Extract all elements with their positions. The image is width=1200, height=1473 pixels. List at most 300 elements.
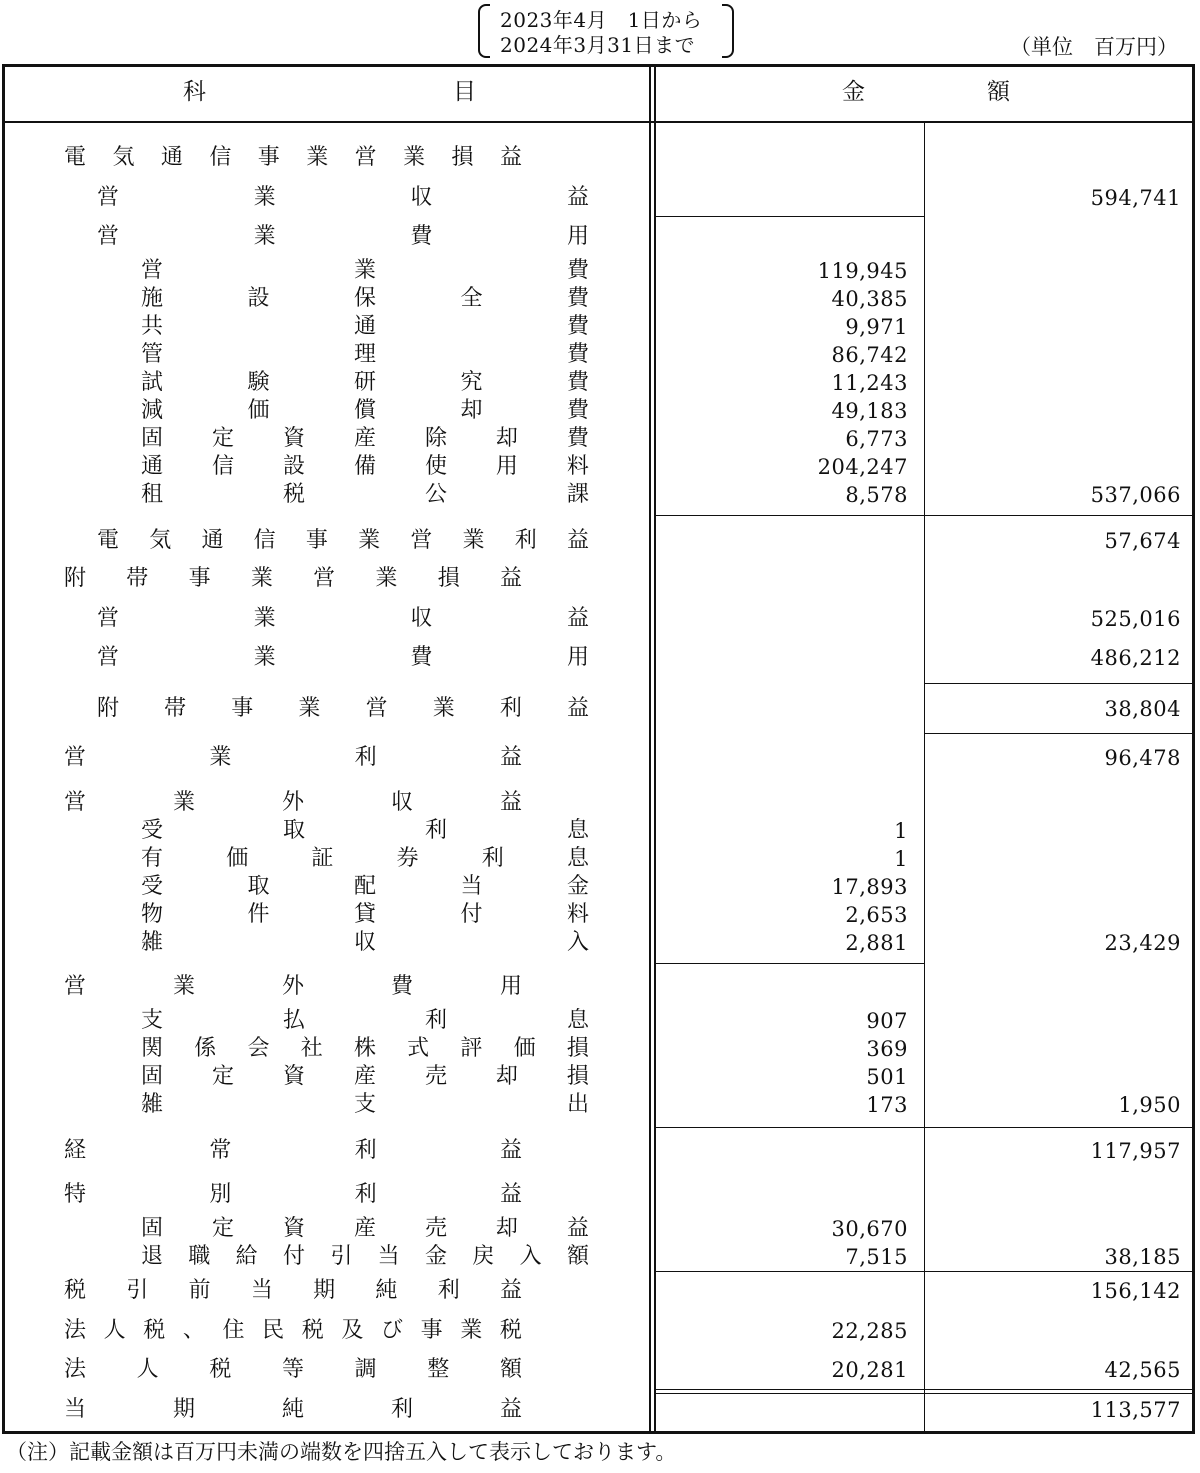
detail-amount: 22,285 (831, 1319, 908, 1343)
total-amount (941, 285, 1181, 313)
row-label-char: 当 (460, 874, 483, 899)
total-amount: 525,016 (1090, 607, 1181, 631)
row-label-char: 純 (281, 1397, 304, 1422)
row-label-char: び (381, 1318, 404, 1343)
detail-amount (668, 527, 908, 555)
row-label-char: 業 (172, 974, 195, 999)
total-amount: 23,429 (1104, 931, 1181, 955)
detail-amount (668, 144, 908, 172)
row-label-char: 気 (149, 528, 172, 553)
total-amount: 38,804 (1104, 697, 1181, 721)
row-label (141, 425, 589, 453)
unit-label: （単位 百万円） (1010, 35, 1178, 59)
row-label-char: 事 (257, 145, 280, 170)
row-label-char: 帯 (164, 696, 187, 721)
row-label-char: 、 (182, 1318, 205, 1343)
amount-header-1: 金 (842, 79, 865, 105)
row-label-char: 業 (253, 645, 276, 670)
detail-amount: 2,881 (845, 931, 908, 955)
row-label-char: 営 (410, 528, 433, 553)
total-amount: 42,565 (1104, 1358, 1181, 1382)
row-label-char: 収 (353, 930, 376, 955)
row-label (97, 527, 589, 555)
row-label-char: 売 (424, 1216, 447, 1241)
detail-amount: 49,183 (831, 399, 908, 423)
row-label-char: 事 (188, 566, 211, 591)
row-label-char: 収 (410, 185, 433, 210)
row-label-char: 通 (201, 528, 224, 553)
column-divider-a (649, 66, 651, 1432)
detail-amount: 11,243 (831, 371, 908, 395)
row-label-char: 特 (64, 1182, 87, 1207)
row-label-char: 取 (282, 818, 305, 843)
row-label-char: 益 (499, 1278, 522, 1303)
row-label (64, 1356, 522, 1384)
total-amount (941, 901, 1181, 929)
period-range (478, 4, 734, 58)
column-divider-b (654, 66, 656, 1432)
row-label-char: 営 (97, 224, 120, 249)
row-label-char: 附 (64, 566, 87, 591)
row-label-char: 係 (194, 1036, 217, 1061)
row-label-char: 業 (209, 745, 232, 770)
total-amount (941, 223, 1181, 251)
row-label (141, 845, 589, 873)
row-label-char: 業 (253, 224, 276, 249)
detail-amount: 204,247 (817, 455, 908, 479)
row-label (141, 873, 589, 901)
row-label (141, 369, 589, 397)
row-label-char: 除 (424, 426, 447, 451)
row-label-char: 期 (313, 1278, 336, 1303)
row-label (141, 901, 589, 929)
row-label-char: 社 (300, 1036, 323, 1061)
row-label-char: 収 (410, 606, 433, 631)
total-amount (941, 341, 1181, 369)
detail-amount (668, 565, 908, 593)
row-label-char: 受 (141, 874, 164, 899)
row-label-char: 期 (172, 1397, 195, 1422)
row-label-char: 前 (188, 1278, 211, 1303)
row-label-char: 利 (481, 846, 504, 871)
total-amount: 117,957 (1090, 1139, 1181, 1163)
row-label-char: 価 (513, 1036, 536, 1061)
row-label-char: 公 (424, 482, 447, 507)
row-label-char: 気 (112, 145, 135, 170)
row-label-char: 当 (377, 1244, 400, 1269)
row-label-char: 研 (353, 370, 376, 395)
row-label-char: 等 (281, 1357, 304, 1382)
rule-4 (925, 733, 1193, 734)
row-label-char: 雑 (141, 1092, 164, 1117)
row-label-char: 当 (250, 1278, 273, 1303)
total-amount (941, 453, 1181, 481)
detail-amount: 17,893 (831, 875, 908, 899)
row-label-char: 試 (141, 370, 164, 395)
rule-1 (656, 216, 925, 217)
row-label (141, 453, 589, 481)
total-amount (941, 313, 1181, 341)
row-label-char: 益 (499, 566, 522, 591)
row-label-char: 共 (141, 314, 164, 339)
row-label-char: 帯 (126, 566, 149, 591)
row-label-char: 営 (354, 145, 377, 170)
row-label-char: 常 (209, 1138, 232, 1163)
row-label-char: 事 (420, 1318, 443, 1343)
row-label-char: 附 (97, 696, 120, 721)
row-label-char: 貸 (353, 902, 376, 927)
detail-amount: 20,281 (831, 1358, 908, 1382)
row-label-char: 株 (353, 1036, 376, 1061)
row-label-char: 費 (566, 398, 589, 423)
rule-2 (656, 515, 1193, 516)
row-label-char: 引 (126, 1278, 149, 1303)
row-label-char: 息 (566, 1008, 589, 1033)
period-start: 2023年4月 1日から (500, 8, 703, 32)
period-end: 2024年3月31日まで (500, 33, 696, 57)
total-amount (941, 789, 1181, 817)
row-label-char: 件 (247, 902, 270, 927)
total-amount (941, 817, 1181, 845)
row-label-char: 税 (301, 1318, 324, 1343)
row-label-char: 益 (566, 185, 589, 210)
row-label-char: 業 (358, 528, 381, 553)
row-label-char: 損 (566, 1036, 589, 1061)
row-label (64, 789, 522, 817)
total-amount: 57,674 (1104, 529, 1181, 553)
row-label-char: 業 (432, 696, 455, 721)
total-amount (941, 1181, 1181, 1209)
row-label-char: 損 (566, 1064, 589, 1089)
row-label-char: 業 (353, 258, 376, 283)
detail-amount: 9,971 (845, 315, 908, 339)
row-label-char: 定 (211, 426, 234, 451)
row-label-char: 戻 (472, 1244, 495, 1269)
detail-amount: 119,945 (817, 259, 908, 283)
row-label-char: 業 (253, 606, 276, 631)
row-label-char: 住 (222, 1318, 245, 1343)
row-label-char: 固 (141, 426, 164, 451)
row-label (64, 1317, 522, 1345)
row-label-char: 税 (64, 1278, 87, 1303)
row-label-char: 定 (211, 1064, 234, 1089)
row-label-char: 通 (141, 454, 164, 479)
detail-amount (668, 1137, 908, 1165)
rule-5 (656, 963, 925, 964)
row-label-char: 及 (341, 1318, 364, 1343)
row-label-char: 却 (495, 1216, 518, 1241)
row-label-char: 利 (390, 1397, 413, 1422)
row-label (141, 1215, 589, 1243)
footnote: （注）記載金額は百万円未満の端数を四捨五入して表示しております。 (6, 1440, 677, 1464)
detail-amount: 173 (866, 1093, 908, 1117)
row-label-char: 業 (306, 145, 329, 170)
total-amount (941, 1063, 1181, 1091)
row-label-char: 息 (566, 846, 589, 871)
row-label-char: 費 (566, 370, 589, 395)
row-label-char: 物 (141, 902, 164, 927)
row-label-char: 料 (566, 454, 589, 479)
row-label-char: 用 (499, 974, 522, 999)
row-label-char: 営 (64, 974, 87, 999)
row-label-char: 租 (141, 482, 164, 507)
total-amount (941, 144, 1181, 172)
row-label-char: 人 (136, 1357, 159, 1382)
row-label-char: 使 (424, 454, 447, 479)
row-label-char: 引 (330, 1244, 353, 1269)
row-label-char: 利 (424, 1008, 447, 1033)
row-label-char: 法 (64, 1318, 87, 1343)
row-label-char: 職 (188, 1244, 211, 1269)
row-label-char: 評 (460, 1036, 483, 1061)
row-label-char: 費 (410, 645, 433, 670)
detail-amount: 907 (866, 1009, 908, 1033)
total-amount (941, 369, 1181, 397)
row-label-char: 定 (211, 1216, 234, 1241)
row-label-char: 金 (566, 874, 589, 899)
row-label-char: 全 (460, 286, 483, 311)
rule-3 (925, 683, 1193, 684)
total-amount (941, 565, 1181, 593)
detail-amount (668, 789, 908, 817)
row-label (64, 1181, 522, 1209)
row-label (64, 1277, 522, 1305)
row-label-char: 益 (499, 1397, 522, 1422)
row-label-char: 損 (451, 145, 474, 170)
row-label-char: 税 (282, 482, 305, 507)
row-label-char: 受 (141, 818, 164, 843)
row-label-char: 売 (424, 1064, 447, 1089)
row-label-char: 設 (282, 454, 305, 479)
row-label-char: 利 (354, 1138, 377, 1163)
row-label (141, 341, 589, 369)
row-label-char: 価 (247, 398, 270, 423)
detail-amount (668, 605, 908, 633)
row-label-char: 別 (209, 1182, 232, 1207)
row-label-char: 産 (353, 1064, 376, 1089)
row-label-char: 業 (403, 145, 426, 170)
row-label-char: 価 (226, 846, 249, 871)
row-label-char: 付 (282, 1244, 305, 1269)
subject-header-2: 目 (453, 79, 476, 105)
row-label (141, 929, 589, 957)
row-label-char: 給 (235, 1244, 258, 1269)
row-label-char: 税 (499, 1318, 522, 1343)
row-label-char: 益 (499, 145, 522, 170)
row-label-char: 益 (499, 1138, 522, 1163)
row-label-char: 費 (566, 258, 589, 283)
row-label-char: 出 (566, 1092, 589, 1117)
row-label-char: 料 (566, 902, 589, 927)
row-label-char: 費 (566, 426, 589, 451)
row-label-char: 備 (353, 454, 376, 479)
total-amount: 1,950 (1118, 1093, 1181, 1117)
row-label-char: 付 (460, 902, 483, 927)
row-label-char: 理 (353, 342, 376, 367)
row-label-char: 営 (313, 566, 336, 591)
row-label-char: 営 (365, 696, 388, 721)
row-label (97, 644, 589, 672)
row-label (64, 565, 522, 593)
row-label-char: 有 (141, 846, 164, 871)
row-label-char: 営 (97, 606, 120, 631)
row-label (141, 1063, 589, 1091)
total-amount (941, 425, 1181, 453)
row-label (97, 695, 589, 723)
row-label-char: 産 (353, 1216, 376, 1241)
total-amount (941, 1317, 1181, 1345)
row-label-char: 費 (566, 342, 589, 367)
row-label-char: 施 (141, 286, 164, 311)
total-amount (941, 973, 1181, 1001)
row-label-char: 営 (64, 745, 87, 770)
row-label-char: 業 (172, 790, 195, 815)
row-label-char: 益 (499, 790, 522, 815)
detail-amount (668, 1277, 908, 1305)
row-label-char: 費 (390, 974, 413, 999)
row-label (141, 1007, 589, 1035)
row-label-char: 固 (141, 1064, 164, 1089)
row-label-char: 証 (311, 846, 334, 871)
row-label-char: 却 (495, 426, 518, 451)
total-amount (941, 1035, 1181, 1063)
row-label (141, 313, 589, 341)
detail-amount: 40,385 (831, 287, 908, 311)
row-label-char: 業 (298, 696, 321, 721)
total-amount: 156,142 (1090, 1279, 1181, 1303)
detail-amount: 8,578 (845, 483, 908, 507)
row-label-char: 事 (231, 696, 254, 721)
row-label (97, 605, 589, 633)
row-label (141, 257, 589, 285)
row-label-char: 関 (141, 1036, 164, 1061)
row-label (141, 1035, 589, 1063)
total-amount: 38,185 (1104, 1245, 1181, 1269)
rule-6 (656, 1127, 1193, 1128)
row-label (64, 144, 522, 172)
detail-amount: 86,742 (831, 343, 908, 367)
row-label-char: 業 (250, 566, 273, 591)
row-label-char: 通 (353, 314, 376, 339)
row-label-char: 整 (427, 1357, 450, 1382)
amount-header-2: 額 (987, 79, 1010, 105)
row-label-char: 払 (282, 1008, 305, 1033)
row-label (64, 1396, 522, 1424)
detail-amount (668, 973, 908, 1001)
total-amount: 486,212 (1090, 646, 1181, 670)
row-label-char: 息 (566, 818, 589, 843)
row-label-char: 純 (375, 1278, 398, 1303)
row-label (97, 184, 589, 212)
row-label-char: 益 (566, 606, 589, 631)
row-label-char: 営 (97, 185, 120, 210)
row-label-char: 利 (437, 1278, 460, 1303)
detail-amount (668, 184, 908, 212)
row-label (64, 973, 522, 1001)
total-amount (941, 873, 1181, 901)
row-label-char: 益 (566, 528, 589, 553)
detail-amount (668, 644, 908, 672)
row-label-char: 益 (566, 696, 589, 721)
detail-amount: 501 (866, 1065, 908, 1089)
row-label-char: 支 (353, 1092, 376, 1117)
row-label-char: 費 (410, 224, 433, 249)
detail-amount (668, 744, 908, 772)
total-amount (941, 397, 1181, 425)
rule-7 (656, 1271, 1193, 1272)
total-amount: 113,577 (1090, 1398, 1181, 1422)
row-label-char: 業 (460, 1318, 483, 1343)
row-label-char: 営 (141, 258, 164, 283)
row-label-char: 外 (281, 790, 304, 815)
row-label-char: 式 (407, 1036, 430, 1061)
total-amount: 594,741 (1090, 186, 1181, 210)
amount-divider (924, 122, 925, 1432)
row-label-char: 事 (305, 528, 328, 553)
row-label-char: 電 (64, 145, 87, 170)
total-amount (941, 257, 1181, 285)
row-label-char: 取 (247, 874, 270, 899)
row-label-char: 経 (64, 1138, 87, 1163)
detail-amount (668, 1181, 908, 1209)
total-amount: 96,478 (1104, 746, 1181, 770)
detail-amount: 2,653 (845, 903, 908, 927)
row-label-char: 究 (460, 370, 483, 395)
detail-amount: 30,670 (831, 1217, 908, 1241)
detail-amount (668, 1396, 908, 1424)
row-label (64, 744, 522, 772)
row-label-char: 入 (566, 930, 589, 955)
detail-amount (668, 695, 908, 723)
row-label-char: 利 (354, 745, 377, 770)
row-label-char: 却 (495, 1064, 518, 1089)
row-label-char: 用 (495, 454, 518, 479)
row-label-char: 税 (143, 1318, 166, 1343)
row-label-char: 通 (160, 145, 183, 170)
row-label (64, 1137, 522, 1165)
row-label-char: 人 (103, 1318, 126, 1343)
row-label-char: 営 (64, 790, 87, 815)
total-amount (941, 845, 1181, 873)
row-label-char: 費 (566, 314, 589, 339)
row-label (141, 397, 589, 425)
row-label-char: 資 (282, 1064, 305, 1089)
row-label-char: 信 (209, 145, 232, 170)
row-label-char: 費 (566, 286, 589, 311)
detail-amount: 1 (894, 847, 908, 871)
row-label-char: 利 (424, 818, 447, 843)
row-label-char: 用 (566, 645, 589, 670)
rule-8b (656, 1393, 1193, 1394)
row-label-char: 減 (141, 398, 164, 423)
detail-amount: 369 (866, 1037, 908, 1061)
row-label-char: 額 (499, 1357, 522, 1382)
row-label-char: 法 (64, 1357, 87, 1382)
row-label-char: 用 (566, 224, 589, 249)
total-amount (941, 1215, 1181, 1243)
row-label-char: 却 (460, 398, 483, 423)
row-label-char: 利 (499, 696, 522, 721)
row-label-char: 損 (437, 566, 460, 591)
row-label-char: 金 (424, 1244, 447, 1269)
row-label-char: 課 (566, 482, 589, 507)
left-bracket (478, 4, 490, 58)
row-label-char: 信 (253, 528, 276, 553)
row-label-char: 産 (353, 426, 376, 451)
detail-amount: 1 (894, 819, 908, 843)
row-label (141, 817, 589, 845)
row-label-char: 益 (566, 1216, 589, 1241)
